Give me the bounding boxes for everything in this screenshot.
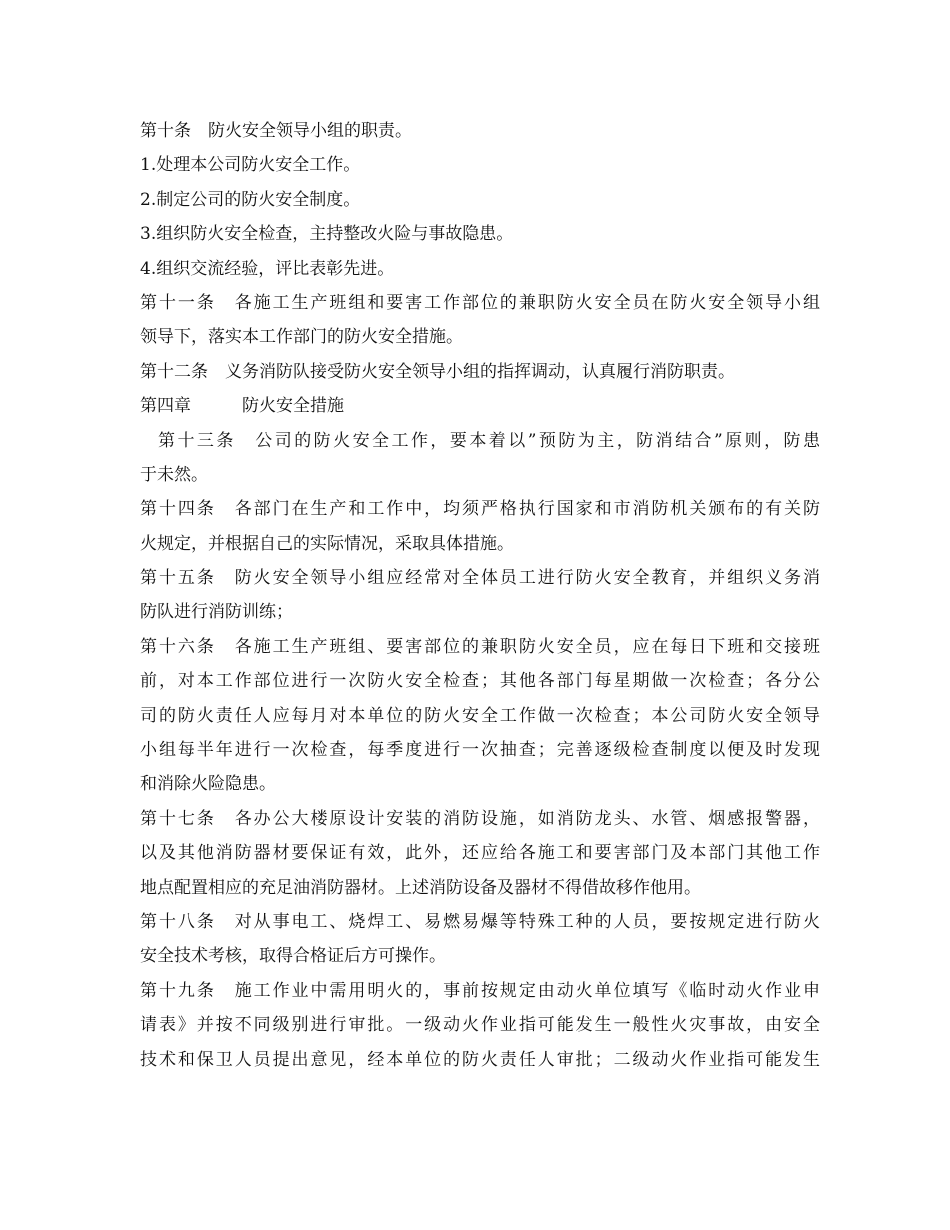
article-19-line-3: 技术和保卫人员提出意见，经本单位的防火责任人审批；二级动火作业指可能发生 (140, 1049, 820, 1070)
list-item-4: 4.组织交流经验，评比表彰先进。 (140, 258, 395, 279)
article-14-line-2: 火规定，并根据自己的实际情况，采取具体措施。 (140, 533, 514, 554)
article-11-line-2: 领导下，落实本工作部门的防火安全措施。 (140, 327, 463, 348)
article-16-line-4: 小组每半年进行一次检查，每季度进行一次抽查；完善逐级检查制度以便及时发现 (140, 740, 820, 761)
article-16-line-3: 司的防火责任人应每月对本单位的防火安全工作做一次检查；本公司防火安全领导 (140, 705, 820, 726)
article-15-line-2: 防队进行消防训练； (140, 602, 293, 623)
chapter-4-heading: 第四章 防火安全措施 (140, 396, 344, 417)
list-item-2: 2.制定公司的防火安全制度。 (140, 189, 361, 210)
list-item-3: 3.组织防火安全检查，主持整改火险与事故隐患。 (140, 224, 514, 245)
article-13-line-1: 第十三条 公司的防火安全工作，要本着以”预防为主，防消结合”原则，防患 (158, 430, 820, 451)
article-12: 第十二条 义务消防队接受防火安全领导小组的指挥调动，认真履行消防职责。 (140, 361, 735, 382)
article-14-line-1: 第十四条 各部门在生产和工作中，均须严格执行国家和市消防机关颁布的有关防 (140, 499, 820, 520)
article-15-line-1: 第十五条 防火安全领导小组应经常对全体员工进行防火安全教育，并组织义务消 (140, 568, 820, 589)
article-18-line-1: 第十八条 对从事电工、烧焊工、易燃易爆等特殊工种的人员，要按规定进行防火 (140, 911, 820, 932)
document-body (140, 114, 820, 1077)
list-item-1: 1.处理本公司防火安全工作。 (140, 155, 361, 176)
article-10-heading: 第十条 防火安全领导小组的职责。 (140, 121, 412, 141)
article-19-line-2: 请表》并按不同级别进行审批。一级动火作业指可能发生一般性火灾事故，由安全 (140, 1015, 820, 1036)
article-18-line-2: 安全技术考核，取得合格证后方可操作。 (140, 946, 446, 967)
article-16-line-2: 前，对本工作部位进行一次防火安全检查；其他各部门每星期做一次检查；各分公 (140, 671, 820, 692)
article-16-line-5: 和消除火险隐患。 (140, 774, 276, 795)
article-11-line-1: 第十一条 各施工生产班组和要害工作部位的兼职防火安全员在防火安全领导小组 (140, 292, 820, 313)
article-19-line-1: 第十九条 施工作业中需用明火的，事前按规定由动火单位填写《临时动火作业申 (140, 980, 820, 1001)
article-16-line-1: 第十六条 各施工生产班组、要害部位的兼职防火安全员，应在每日下班和交接班 (140, 636, 820, 657)
article-17-line-2: 以及其他消防器材要保证有效，此外，还应给各施工和要害部门及本部门其他工作 (140, 843, 820, 864)
article-17-line-1: 第十七条 各办公大楼原设计安装的消防设施，如消防龙头、水管、烟感报警器， (140, 808, 820, 829)
article-17-line-3: 地点配置相应的充足油消防器材。上述消防设备及器材不得借故移作他用。 (140, 877, 701, 898)
article-13-line-2: 于未然。 (140, 464, 208, 485)
